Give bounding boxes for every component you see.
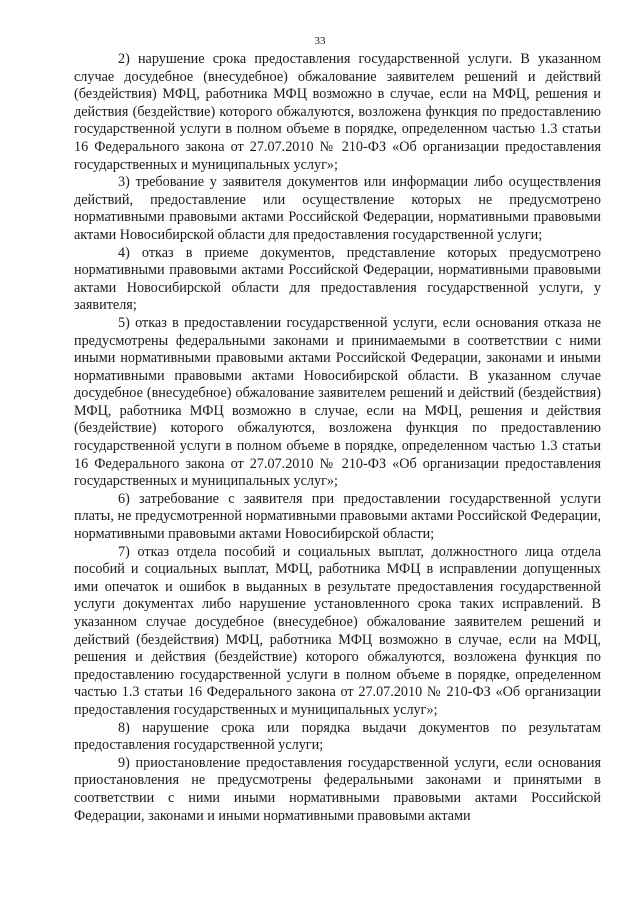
paragraph-item-9: 9) приостановление предоставления государственной услуги, если основания приостановления не предусмотрены федеральными законами и принятыми в соответствии с ними иными нормативными правовыми актами Российской Федерации, законами и иными нормативными правовыми актами (74, 754, 601, 824)
paragraph-item-5: 5) отказ в предоставлении государственной услуги, если основания отказа не предусмотрены федеральными законами и принимаемыми в соответствии с ними иными нормативными правовыми актами Российской Федерации, законами и иными нормативными правовыми актами Новосибирской области. В указанном случае досудебное (внесудебное) обжалование заявителем решений и действий (бездействия) МФЦ, работника МФЦ возможно в случае, если на МФЦ, решения и действия (бездействие) которого обжалуются, возложена функция по предоставлению государственной услуги в полном объеме в порядке, определенном частью 1.3 статьи 16 Федерального закона от 27.07.2010 № 210-ФЗ «Об организации предоставления государственных и муниципальных услуг»; (74, 314, 601, 490)
paragraph-item-8: 8) нарушение срока или порядка выдачи документов по результатам предоставления государственной услуги; (74, 719, 601, 754)
document-body (74, 51, 601, 825)
paragraph-item-7: 7) отказ отдела пособий и социальных выплат, должностного лица отдела пособий и социальных выплат, МФЦ, работника МФЦ в исправлении допущенных ими опечаток и ошибок в выданных в результате предоставления государственной услуги документах либо нарушение установленного срока таких исправлений. В указанном случае досудебное (внесудебное) обжалование заявителем решений и действий (бездействия) МФЦ, работника МФЦ возможно в случае, если на МФЦ, решения и действия (бездействие) которого обжалуются, возложена функция по предоставлению государственной услуги в полном объеме в порядке, определенном частью 1.3 статьи 16 Федерального закона от 27.07.2010 № 210-ФЗ «Об организации предоставления государственных и муниципальных услуг»; (74, 543, 601, 718)
page-number: 33 (314, 35, 326, 47)
paragraph-item-3: 3) требование у заявителя документов или информации либо осуществления действий, предоставление или осуществление которых не предусмотрено нормативными правовыми актами Российской Федерации, нормативными правовыми актами Новосибирской области для предоставления государственной услуги; (74, 174, 601, 243)
paragraph-item-4: 4) отказ в приеме документов, представление которых предусмотрено нормативными правовыми актами Российской Федерации, нормативными правовыми актами Новосибирской области для предоставления государственной услуги, у заявителя; (74, 244, 601, 314)
paragraph-item-2: 2) нарушение срока предоставления государственной услуги. В указанном случае досудебное (внесудебное) обжалование заявителем решений и действий (бездействия) МФЦ, работника МФЦ возможно в случае, если на МФЦ, решения и действия (бездействие) которого обжалуются, возложена функция по предоставлению государственной услуги в полном объеме в порядке, определенном частью 1.3 статьи 16 Федерального закона от 27.07.2010 № 210-ФЗ «Об организации предоставления государственных и муниципальных услуг»; (74, 51, 601, 173)
paragraph-item-6: 6) затребование с заявителя при предоставлении государственной услуги платы, не предусмотренной нормативными правовыми актами Российской Федерации, нормативными правовыми актами Новосибирской области; (74, 490, 601, 543)
